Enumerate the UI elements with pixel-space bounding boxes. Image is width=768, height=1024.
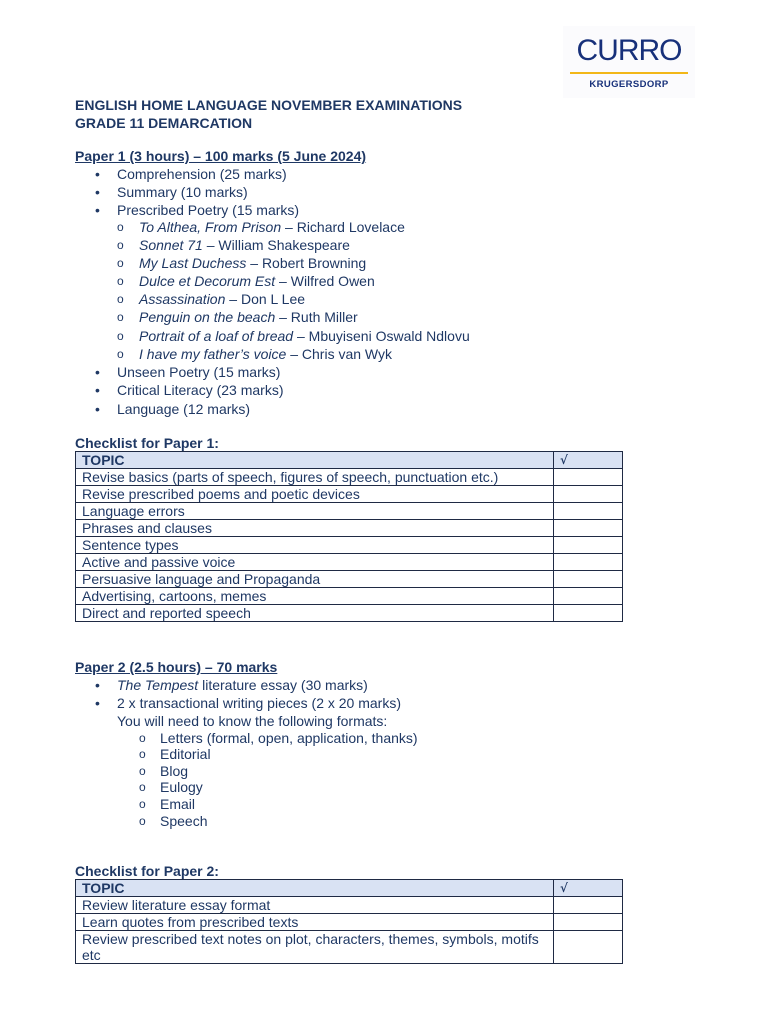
- header-topic: TOPIC: [76, 880, 554, 897]
- format-item: Letters (formal, open, application, thanks): [160, 730, 418, 746]
- bullet-icon: •: [95, 677, 100, 693]
- tick-cell[interactable]: [554, 486, 623, 503]
- list-item: Comprehension (25 marks): [117, 166, 287, 182]
- poem-title: Portrait of a loaf of bread: [139, 328, 294, 344]
- circle-bullet-icon: o: [117, 310, 124, 324]
- paper2-title: Paper 2 (2.5 hours) – 70 marks: [75, 659, 278, 675]
- table-row: [76, 571, 623, 588]
- table-row: [76, 520, 623, 537]
- checklist1-title: Checklist for Paper 1:: [75, 435, 219, 451]
- logo-name: CURRO: [576, 34, 682, 67]
- topic-cell: Persuasive language and Propaganda: [76, 571, 554, 588]
- list-item: Prescribed Poetry (15 marks): [117, 202, 300, 218]
- tick-cell[interactable]: [554, 469, 623, 486]
- circle-bullet-icon: o: [139, 780, 146, 794]
- list-item: Language (12 marks): [117, 401, 251, 417]
- table-row: [76, 554, 623, 571]
- table-header-row: [76, 880, 623, 897]
- format-item: Blog: [160, 763, 189, 779]
- table-row: [76, 503, 623, 520]
- poem-item: [139, 272, 375, 290]
- bullet-icon: •: [95, 695, 100, 711]
- poem-title: Dulce et Decorum Est: [139, 273, 276, 289]
- topic-cell: Review literature essay format: [76, 897, 554, 914]
- topic-cell: Phrases and clauses: [76, 520, 554, 537]
- bullet-icon: •: [95, 382, 100, 398]
- tick-cell[interactable]: [554, 537, 623, 554]
- list-item: Unseen Poetry (15 marks): [117, 364, 281, 380]
- poem-title: To Althea, From Prison: [139, 219, 282, 235]
- circle-bullet-icon: o: [117, 238, 124, 252]
- tick-cell[interactable]: [554, 571, 623, 588]
- table-row: [76, 537, 623, 554]
- poem-author: – Don L Lee: [225, 291, 306, 307]
- table-row: [76, 931, 623, 964]
- poem-title: My Last Duchess: [139, 255, 247, 271]
- checklist2-table: [75, 879, 623, 964]
- bullet-icon: •: [95, 401, 100, 417]
- bullet-icon: •: [95, 166, 100, 182]
- curro-logo: [563, 26, 695, 98]
- document-title: ENGLISH HOME LANGUAGE NOVEMBER EXAMINATIONS: [75, 97, 463, 113]
- tick-cell[interactable]: [554, 897, 623, 914]
- tick-cell[interactable]: [554, 554, 623, 571]
- table-header-row: [76, 452, 623, 469]
- poem-author: – Chris van Wyk: [286, 346, 393, 362]
- circle-bullet-icon: o: [117, 274, 124, 288]
- list-item: Summary (10 marks): [117, 184, 248, 200]
- list-item: 2 x transactional writing pieces (2 x 20 marks): [117, 695, 401, 711]
- topic-cell: Active and passive voice: [76, 554, 554, 571]
- table-row: [76, 486, 623, 503]
- header-topic: TOPIC: [76, 452, 554, 469]
- logo-rule: [570, 72, 688, 74]
- header-tick: √: [554, 452, 623, 469]
- poem-author: – Robert Browning: [246, 255, 367, 271]
- circle-bullet-icon: o: [117, 256, 124, 270]
- format-item: Email: [160, 796, 196, 812]
- poem-title: Sonnet 71: [139, 237, 203, 253]
- table-row: [76, 588, 623, 605]
- checklist1-table: [75, 451, 623, 622]
- poem-title: Assassination: [139, 291, 226, 307]
- table-row: [76, 914, 623, 931]
- circle-bullet-icon: o: [139, 814, 146, 828]
- paper1-title: Paper 1 (3 hours) – 100 marks (5 June 2024): [75, 148, 367, 164]
- topic-cell: Revise basics (parts of speech, figures of speech, punctuation etc.): [76, 469, 554, 486]
- tempest-title: The Tempest: [117, 677, 199, 693]
- topic-cell: Direct and reported speech: [76, 605, 554, 622]
- tick-cell[interactable]: [554, 931, 623, 964]
- format-item: Speech: [160, 813, 208, 829]
- poem-item: [139, 236, 350, 254]
- table-row: [76, 469, 623, 486]
- poem-item: [139, 254, 366, 272]
- poem-author: – Ruth Miller: [275, 309, 358, 325]
- circle-bullet-icon: o: [117, 292, 124, 306]
- topic-cell: Sentence types: [76, 537, 554, 554]
- tick-cell[interactable]: [554, 914, 623, 931]
- table-row: [76, 897, 623, 914]
- circle-bullet-icon: o: [139, 764, 146, 778]
- poem-author: – Mbuyiseni Oswald Ndlovu: [293, 328, 470, 344]
- poem-item: [139, 218, 405, 236]
- poem-item: [139, 308, 358, 326]
- bullet-icon: •: [95, 202, 100, 218]
- poem-item: [139, 290, 305, 308]
- list-item: [117, 676, 368, 694]
- circle-bullet-icon: o: [139, 747, 146, 761]
- checklist2-title: Checklist for Paper 2:: [75, 863, 219, 879]
- format-item: Editorial: [160, 746, 211, 762]
- circle-bullet-icon: o: [139, 797, 146, 811]
- bullet-icon: •: [95, 364, 100, 380]
- poem-author: – William Shakespeare: [202, 237, 350, 253]
- topic-cell: Review prescribed text notes on plot, characters, themes, symbols, motifs etc: [76, 931, 554, 964]
- formats-intro: You will need to know the following formats:: [117, 713, 388, 729]
- poem-title: I have my father’s voice: [139, 346, 287, 362]
- poem-author: – Wilfred Owen: [275, 273, 375, 289]
- format-item: Eulogy: [160, 779, 203, 795]
- poem-author: – Richard Lovelace: [281, 219, 405, 235]
- poem-item: [139, 345, 392, 363]
- header-tick: √: [554, 880, 623, 897]
- circle-bullet-icon: o: [117, 329, 124, 343]
- poem-title: Penguin on the beach: [139, 309, 276, 325]
- tick-cell[interactable]: [554, 503, 623, 520]
- circle-bullet-icon: o: [117, 347, 124, 361]
- tick-cell[interactable]: [554, 605, 623, 622]
- topic-cell: Revise prescribed poems and poetic devices: [76, 486, 554, 503]
- table-row: [76, 605, 623, 622]
- document-subtitle: GRADE 11 DEMARCATION: [75, 115, 253, 131]
- tick-cell[interactable]: [554, 520, 623, 537]
- list-item: Critical Literacy (23 marks): [117, 382, 284, 398]
- list-item-text: literature essay (30 marks): [198, 677, 368, 693]
- topic-cell: Language errors: [76, 503, 554, 520]
- circle-bullet-icon: o: [117, 220, 124, 234]
- logo-subtitle: KRUGERSDORP: [589, 79, 669, 90]
- bullet-icon: •: [95, 184, 100, 200]
- poem-item: [139, 327, 470, 345]
- tick-cell[interactable]: [554, 588, 623, 605]
- topic-cell: Learn quotes from prescribed texts: [76, 914, 554, 931]
- topic-cell: Advertising, cartoons, memes: [76, 588, 554, 605]
- circle-bullet-icon: o: [139, 731, 146, 745]
